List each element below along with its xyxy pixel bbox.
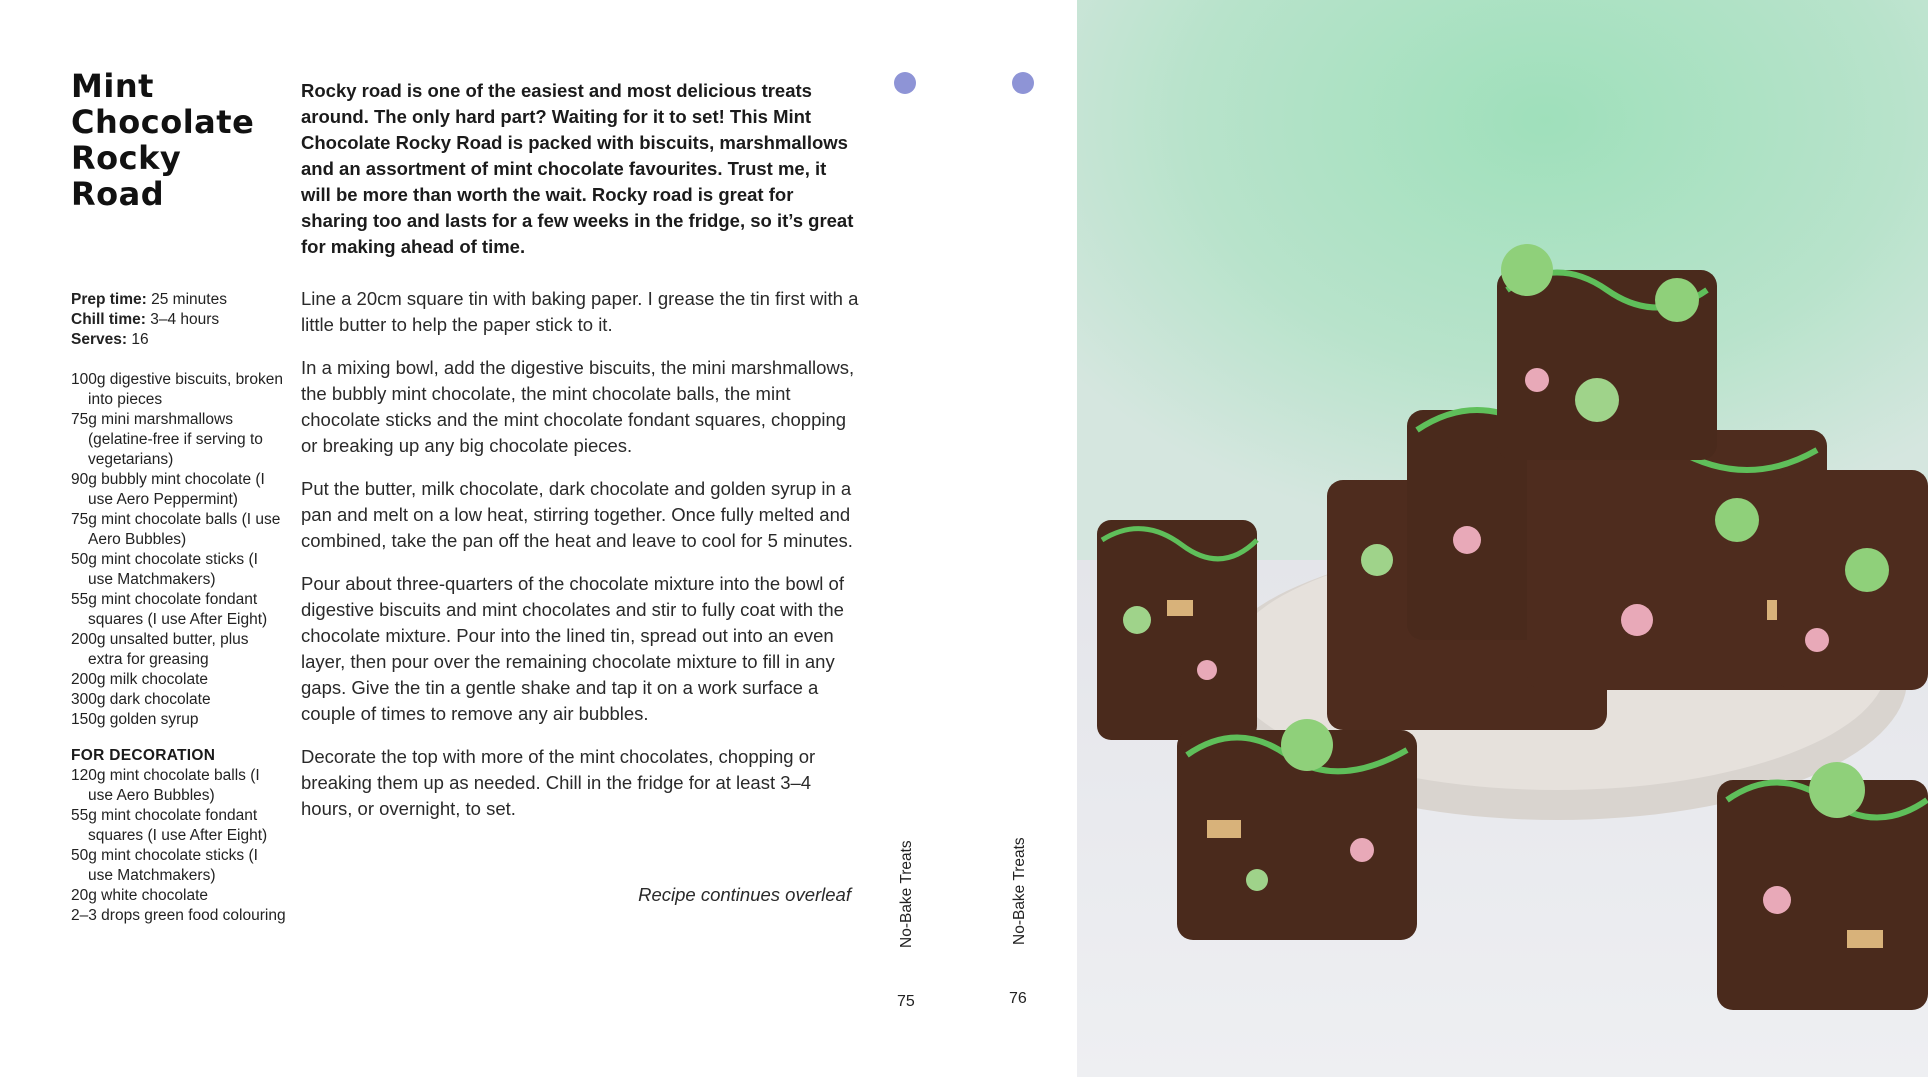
ingredient-item: 150g golden syrup — [71, 711, 199, 728]
method-step: Line a 20cm square tin with baking paper. I grease the tin first with a little butter to help the paper stick to it. — [301, 288, 859, 335]
prep-time-value: 25 minutes — [151, 291, 227, 308]
title-line: Rocky — [71, 139, 182, 177]
decoration-item: 2–3 drops green food colouring — [71, 907, 286, 924]
ingredient-item: 200g unsalted butter, plus extra for greasing — [71, 631, 249, 668]
ingredient-item: 300g dark chocolate — [71, 691, 211, 708]
decorative-dot — [894, 72, 916, 94]
ingredients-list — [71, 370, 286, 926]
serves-label: Serves: — [71, 331, 128, 348]
prep-time — [71, 290, 286, 310]
page-number: 76 — [1009, 990, 1027, 1007]
ingredient-item: 55g mint chocolate fondant squares (I use After Eight) — [71, 591, 268, 628]
decorative-dot — [1012, 72, 1034, 94]
continues-note: Recipe continues overleaf — [638, 884, 851, 905]
ingredient-item: 50g mint chocolate sticks (I use Matchmakers) — [71, 551, 258, 588]
photo-illustration — [1077, 0, 1928, 1077]
chill-time — [71, 310, 286, 330]
rocky-road-photo — [1077, 0, 1928, 1077]
decoration-item: 20g white chocolate — [71, 887, 209, 904]
rocky-road-piece — [1497, 244, 1717, 460]
method-steps — [301, 286, 861, 839]
section-label: No-Bake Treats — [898, 840, 915, 948]
serves-value: 16 — [131, 331, 149, 348]
ingredient-item: 75g mint chocolate balls (I use Aero Bubbles) — [71, 511, 281, 548]
title-line: Chocolate — [71, 103, 255, 141]
ingredient-item: 200g milk chocolate — [71, 671, 208, 688]
method-step: Decorate the top with more of the mint chocolates, chopping or breaking them up as needed. Chill in the fridge for at least 3–4 hours, or overnight, to set. — [301, 746, 816, 819]
decoration-item: 50g mint chocolate sticks (I use Matchmakers) — [71, 847, 258, 884]
method-step: In a mixing bowl, add the digestive biscuits, the mini marshmallows, the bubbly mint chocolate, the mint chocolate balls, the mint chocolate sticks and the mint chocolate fondant squares, chopping or breaking up any big chocolate pieces. — [301, 357, 855, 456]
section-label: No-Bake Treats — [1011, 837, 1028, 945]
rocky-road-piece — [1097, 520, 1257, 740]
prep-time-label: Prep time: — [71, 291, 147, 308]
method-step: Put the butter, milk chocolate, dark chocolate and golden syrup in a pan and melt on a low heat, stirring together. Once fully melted and combined, take the pan off the heat and leave to cool for 5 minutes. — [301, 478, 853, 551]
rocky-road-piece — [1717, 762, 1928, 1010]
ingredient-item: 90g bubbly mint chocolate (I use Aero Peppermint) — [71, 471, 265, 508]
rocky-road-piece — [1777, 470, 1928, 690]
method-step: Pour about three-quarters of the chocolate mixture into the bowl of digestive biscuits and mint chocolates and stir to fully coat with the chocolate mixture. Pour into the lined tin, spread out into an even layer, then pour over the remaining chocolate mixture to fill in any gaps. Give the tin a gentle shake and tap it on a work surface a couple of times to remove any air bubbles. — [301, 573, 844, 724]
serves — [71, 330, 286, 350]
decoration-item: 120g mint chocolate balls (I use Aero Bubbles) — [71, 767, 260, 804]
recipe-meta — [71, 290, 286, 350]
ingredient-item: 100g digestive biscuits, broken into pieces — [71, 371, 283, 408]
page-number: 75 — [897, 993, 915, 1010]
chill-time-label: Chill time: — [71, 311, 146, 328]
rocky-road-piece — [1177, 719, 1417, 940]
decoration-item: 55g mint chocolate fondant squares (I use After Eight) — [71, 807, 268, 844]
decoration-heading: FOR DECORATION — [71, 747, 216, 764]
chill-time-value: 3–4 hours — [150, 311, 220, 328]
title-line: Road — [71, 175, 165, 213]
title-line: Mint — [71, 67, 154, 105]
recipe-intro: Rocky road is one of the easiest and most delicious treats around. The only hard part? Waiting for it to set! This Mint Chocolate Rocky Road is packed with biscuits, marshmallows and an assortment of mint chocolate favourites. Trust me, it will be more than worth the wait. Rocky road is great for sharing too and lasts for a few weeks in the fridge, so it’s great for making ahead of time. — [301, 80, 854, 257]
recipe-title — [71, 68, 291, 212]
ingredient-item: 75g mini marshmallows (gelatine-free if serving to vegetarians) — [71, 411, 263, 468]
